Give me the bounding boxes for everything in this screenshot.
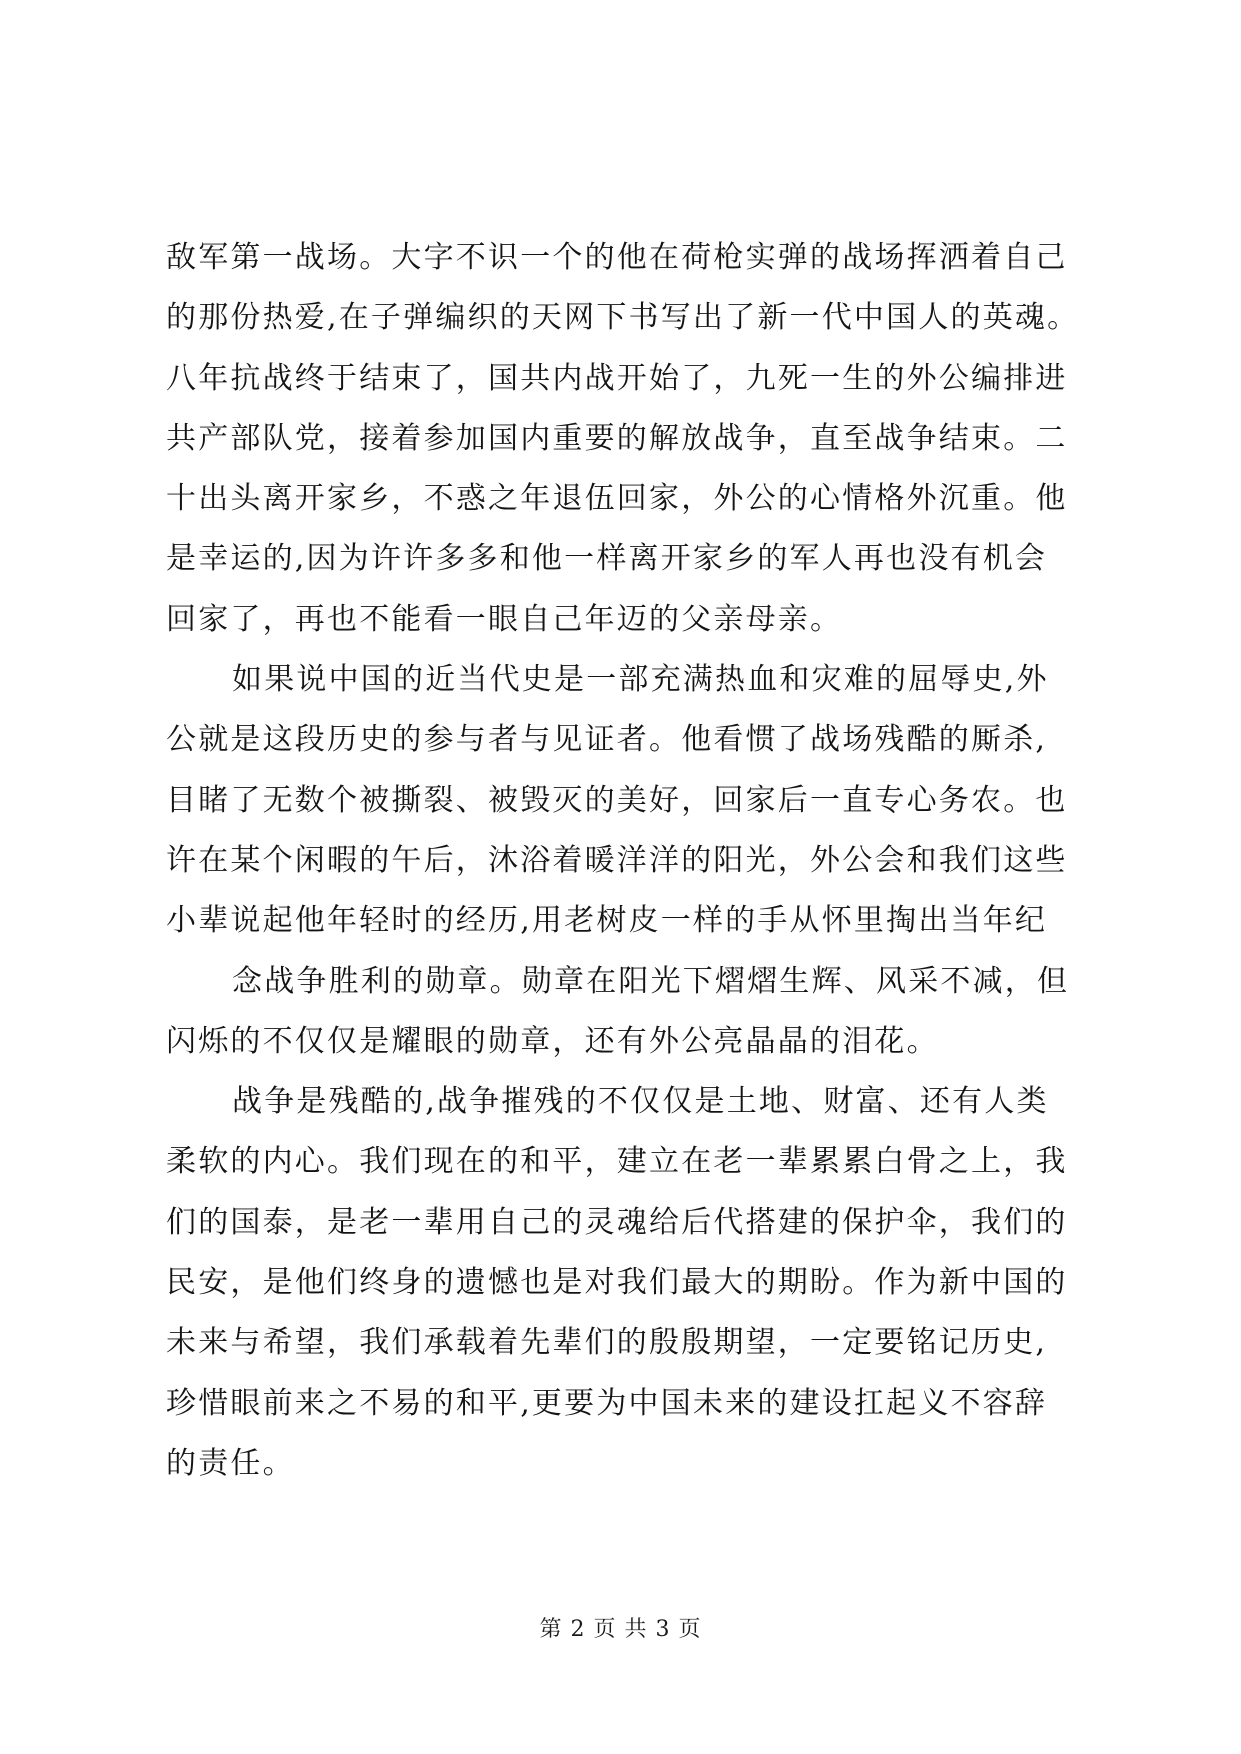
text-line: 们的国泰，是老一辈用自己的灵魂给后代搭建的保护伞，我们的: [166, 1204, 1068, 1240]
text-line: 公就是这段历史的参与者与见证者。他看惯了战场残酷的厮杀,: [166, 722, 1048, 758]
body-text: [166, 228, 1226, 1494]
text-line: 共产部队党，接着参加国内重要的解放战争，直至战争结束。二: [166, 420, 1068, 456]
text-line: 珍惜眼前来之不易的和平,更要为中国未来的建设扛起义不容辞: [166, 1385, 1048, 1421]
text-line: 目睹了无数个被撕裂、被毁灭的美好，回家后一直专心务农。也: [166, 782, 1068, 818]
text-line: 闪烁的不仅仅是耀眼的勋章，还有外公亮晶晶的泪花。: [166, 1023, 939, 1059]
text-line: 敌军第一战场。大字不识一个的他在荷枪实弹的战场挥洒着自己: [166, 240, 1068, 275]
paragraph-start-line: 战争是残酷的,战争摧残的不仅仅是土地、财富、还有人类: [232, 1084, 1049, 1120]
paragraph-start-line: 如果说中国的近当代史是一部充满热血和灾难的屈辱史,外: [232, 662, 1049, 698]
text-line: 是幸运的,因为许许多多和他一样离开家乡的军人再也没有机会: [166, 541, 1048, 577]
text-line: 民安，是他们终身的遗憾也是对我们最大的期盼。作为新中国的: [166, 1265, 1068, 1301]
text-line: 许在某个闲暇的午后，沐浴着暖洋洋的阳光，外公会和我们这些: [166, 842, 1068, 878]
text-line: 柔软的内心。我们现在的和平，建立在老一辈累累白骨之上，我: [166, 1144, 1068, 1180]
text-line: 的责任。: [166, 1445, 295, 1481]
text-line: 小辈说起他年轻时的经历,用老树皮一样的手从怀里掏出当年纪: [166, 903, 1048, 939]
text-line: 未来与希望，我们承载着先辈们的殷殷期望，一定要铭记历史,: [166, 1325, 1048, 1361]
page-footer: [0, 1612, 1241, 1643]
text-line: 八年抗战终于结束了，国共内战开始了，九死一生的外公编排进: [166, 360, 1068, 396]
paragraph-start-line: 念战争胜利的勋章。勋章在阳光下熠熠生辉、风采不减，但: [232, 963, 1070, 999]
text-line: 十出头离开家乡，不惑之年退伍回家，外公的心情格外沉重。他: [166, 481, 1068, 517]
page-number: 第 2 页 共 3 页: [539, 1617, 702, 1642]
text-line: 的那份热爱,在子弹编织的天网下书写出了新一代中国人的英魂。: [166, 300, 1080, 336]
text-line: 回家了，再也不能看一眼自己年迈的父亲母亲。: [166, 601, 843, 637]
